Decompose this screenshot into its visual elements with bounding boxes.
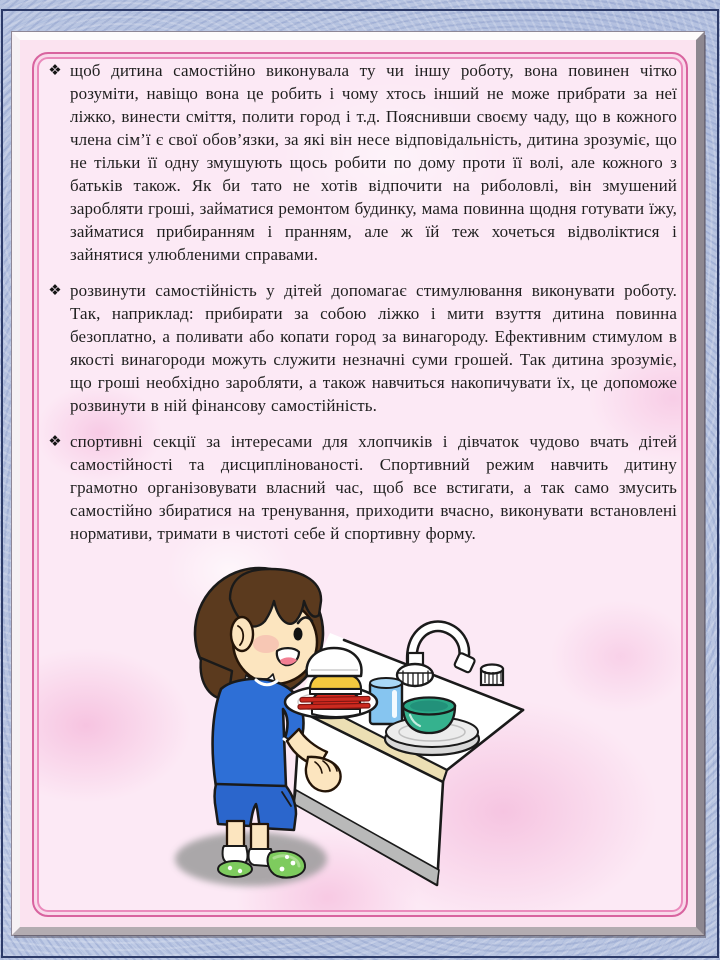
teal-bowl	[403, 698, 455, 734]
paragraph-text: розвинути самостійність у дітей допомагає стимулювання виконувати роботу. Так, наприклад: прибирати за собою ліжко і мити взуття дитина повинна безоплатно, а поливати або копати город за винагороду. Ефективним стимулом в якості винагороди можуть служити незначні суми грошей. Так дитина зрозуміє, що гроші необхідно заробляти, а також навчиться накопичувати їх, це допоможе розвинути в ній фінансову самостійність.	[70, 281, 677, 415]
text-content	[40, 59, 677, 558]
diamond-bullet-icon: ❖	[48, 281, 62, 299]
ear	[231, 617, 253, 651]
bullet-paragraph	[40, 279, 677, 417]
boy-washing-dishes-illustration	[60, 563, 700, 911]
eye	[294, 628, 303, 641]
diamond-bullet-icon: ❖	[48, 61, 62, 79]
blush	[253, 635, 279, 653]
bullet-paragraph	[40, 59, 677, 266]
bullet-paragraph	[40, 430, 677, 545]
diamond-bullet-icon: ❖	[48, 432, 62, 450]
paragraph-text: щоб дитина самостійно виконувала ту чи іншу роботу, вона повинен чітко розуміти, навіщо вона це робить і чому хтось інший не може прибрати за неї ліжко, винести сміття, полити город і т.д. Пояснивши своєму чаду, що в кожного члена сім’ї є свої обов’язки, за які він несе відповідальність, дитина зрозуміє, що не тільки її одну змушують щось робити по дому проти її волі, але кожного з батьків також. Як би тато не хотів відпочити на риболовлі, він змушений заробляти гроші, займатися ремонтом будинку, мама повинна щодня готувати їжу, займатися прибиранням і пранням, але ж їй теж хочеться відволіктися і зайнятися улюбленими справами.	[70, 61, 677, 264]
tap-knob	[481, 665, 503, 686]
paragraph-text: спортивні секції за інтересами для хлопчиків і дівчаток чудово вчать дітей самостійності та дисциплінованості. Спортивний режим навчить дитину грамотно організовувати власний час, щоб все встигати, а так само змусить самостійно збиратися на тренування, приходити вчасно, виконувати встановлені нормативи, тримати в чистоті себе й спортивну форму.	[70, 432, 677, 543]
